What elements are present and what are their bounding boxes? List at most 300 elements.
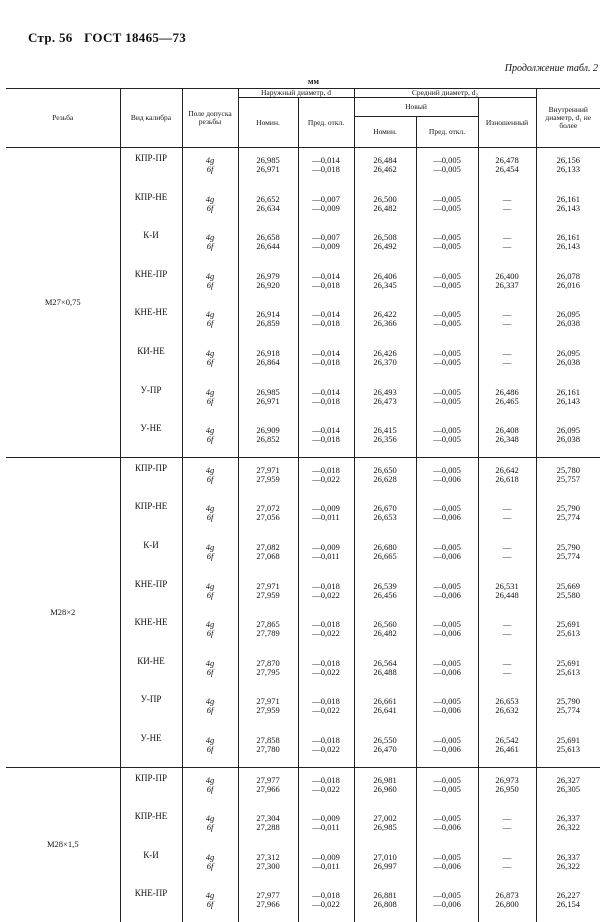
cell-value: 26,634 xyxy=(256,202,280,213)
cell-value: 27,870 xyxy=(256,657,280,668)
cell-value: 26,881 xyxy=(373,890,397,901)
cell-value: 26,305 xyxy=(556,783,580,794)
pitch-deviation-cell xyxy=(416,187,478,226)
inner-diameter-cell xyxy=(536,148,600,187)
cell-value: 25,613 xyxy=(556,628,580,639)
gauge-type-label: КНЕ-ПР xyxy=(134,268,168,279)
cell-value: 26,618 xyxy=(495,473,519,484)
tolerance-cell xyxy=(182,264,238,303)
outer-deviation-cell xyxy=(298,187,354,226)
pitch-nominal-cell xyxy=(354,767,416,806)
outer-nominal-cell xyxy=(238,574,298,613)
cell-value: 26,465 xyxy=(495,395,519,406)
gauge-type-cell xyxy=(120,883,182,922)
cell-value: 25,613 xyxy=(556,743,580,754)
outer-nominal-cell xyxy=(238,767,298,806)
gauge-type-cell xyxy=(120,496,182,535)
header-pitch-deviation: Пред. откл. xyxy=(416,117,478,148)
gauge-type-cell xyxy=(120,651,182,690)
cell-value: — xyxy=(502,347,512,358)
cell-value: 27,959 xyxy=(256,705,280,716)
cell-value: 25,774 xyxy=(556,705,580,716)
cell-value: — xyxy=(502,503,512,514)
cell-value: 27,977 xyxy=(256,890,280,901)
cell-value: 26,488 xyxy=(373,666,397,677)
tolerance-cell xyxy=(182,225,238,264)
cell-value: 6f xyxy=(206,279,214,290)
outer-nominal-cell xyxy=(238,728,298,767)
inner-diameter-cell xyxy=(536,689,600,728)
cell-value: 6f xyxy=(206,860,214,871)
cell-value: —0,007 xyxy=(312,193,340,204)
cell-value: 26,356 xyxy=(373,434,397,445)
pitch-deviation-cell xyxy=(416,574,478,613)
cell-value: —0,009 xyxy=(312,202,340,213)
cell-value: 6f xyxy=(206,743,214,754)
cell-value: 6f xyxy=(206,550,214,561)
tolerance-cell xyxy=(182,418,238,457)
gauge-type-label: КПР-НЕ xyxy=(134,811,168,822)
cell-value: 27,865 xyxy=(256,619,280,630)
cell-value: 26,670 xyxy=(373,503,397,514)
cell-value: 6f xyxy=(206,164,214,174)
cell-value: 6f xyxy=(206,666,214,677)
cell-value: 26,161 xyxy=(556,193,580,204)
gauge-type-label: КИ-НЕ xyxy=(137,345,165,356)
pitch-nominal-cell xyxy=(354,806,416,845)
gauge-type-cell xyxy=(120,767,182,806)
standard-code: ГОСТ 18465—73 xyxy=(84,30,187,45)
tolerance-cell xyxy=(182,689,238,728)
cell-value: —0,005 xyxy=(433,464,461,475)
cell-value: 26,143 xyxy=(556,202,580,213)
cell-value: 26,859 xyxy=(256,318,280,329)
cell-value: 26,484 xyxy=(373,155,397,165)
tolerance-cell xyxy=(182,806,238,845)
pitch-worn-cell xyxy=(478,341,536,380)
cell-value: —0,005 xyxy=(433,774,461,785)
pitch-worn-cell xyxy=(478,689,536,728)
outer-deviation-cell xyxy=(298,225,354,264)
pitch-deviation-cell xyxy=(416,845,478,884)
cell-value: —0,005 xyxy=(433,890,461,901)
pitch-nominal-cell xyxy=(354,264,416,303)
cell-value: 6f xyxy=(206,628,214,639)
cell-value: 26,632 xyxy=(495,705,519,716)
cell-value: 4g xyxy=(205,851,215,862)
gauge-type-label: У-ПР xyxy=(140,384,162,395)
cell-value: 26,133 xyxy=(556,164,580,174)
cell-value: — xyxy=(502,232,512,243)
inner-diameter-cell xyxy=(536,418,600,457)
gauge-dimensions-table xyxy=(6,88,600,922)
cell-value: 26,981 xyxy=(373,774,397,785)
cell-value: —0,018 xyxy=(312,164,340,174)
pitch-deviation-cell xyxy=(416,225,478,264)
cell-value: 26,348 xyxy=(495,434,519,445)
pitch-deviation-cell xyxy=(416,302,478,341)
cell-value: 4g xyxy=(205,774,215,785)
cell-value: 26,038 xyxy=(556,356,580,367)
cell-value: 6f xyxy=(206,434,214,445)
cell-value: — xyxy=(502,628,512,639)
gauge-type-label: У-НЕ xyxy=(140,423,162,434)
cell-value: —0,006 xyxy=(433,822,461,833)
cell-value: 27,971 xyxy=(256,464,280,475)
cell-value: 26,366 xyxy=(373,318,397,329)
gauge-type-label: КНЕ-ПР xyxy=(134,888,168,899)
cell-value: —0,006 xyxy=(433,550,461,561)
cell-value: 26,161 xyxy=(556,232,580,243)
cell-value: 27,977 xyxy=(256,774,280,785)
inner-diameter-cell xyxy=(536,225,600,264)
cell-value: —0,014 xyxy=(312,309,340,320)
inner-diameter-cell xyxy=(536,767,600,806)
cell-value: —0,005 xyxy=(433,270,461,281)
gauge-type-cell xyxy=(120,380,182,419)
cell-value: —0,022 xyxy=(312,628,340,639)
header-pitch-diameter: Средний диаметр, d₂ xyxy=(354,89,536,98)
cell-value: —0,018 xyxy=(312,434,340,445)
cell-value: 27,971 xyxy=(256,696,280,707)
cell-value: 26,960 xyxy=(373,783,397,794)
cell-value: 25,790 xyxy=(556,696,580,707)
cell-value: 6f xyxy=(206,783,214,794)
outer-nominal-cell xyxy=(238,418,298,457)
cell-value: — xyxy=(502,550,512,561)
cell-value: 6f xyxy=(206,899,214,910)
cell-value: —0,011 xyxy=(312,550,340,561)
tolerance-cell xyxy=(182,612,238,651)
cell-value: 26,852 xyxy=(256,434,280,445)
cell-value: —0,007 xyxy=(312,232,340,243)
cell-value: — xyxy=(502,619,512,630)
cell-value: 27,068 xyxy=(256,550,280,561)
cell-value: —0,018 xyxy=(312,580,340,591)
cell-value: 27,959 xyxy=(256,589,280,600)
cell-value: —0,018 xyxy=(312,734,340,745)
inner-diameter-cell xyxy=(536,380,600,419)
cell-value: —0,009 xyxy=(312,241,340,252)
cell-value: 26,665 xyxy=(373,550,397,561)
gauge-type-label: К-И xyxy=(143,539,159,550)
pitch-nominal-cell xyxy=(354,457,416,496)
cell-value: 26,909 xyxy=(256,425,280,436)
cell-value: —0,011 xyxy=(312,512,340,523)
header-inner-diameter: Внутренний диаметр, d₁ не более xyxy=(536,89,600,148)
thread-size-cell: M28×2 xyxy=(6,457,120,767)
pitch-nominal-cell xyxy=(354,380,416,419)
cell-value: 26,985 xyxy=(373,822,397,833)
cell-value: 26,327 xyxy=(556,774,580,785)
pitch-worn-cell xyxy=(478,302,536,341)
pitch-worn-cell xyxy=(478,806,536,845)
outer-nominal-cell xyxy=(238,148,298,187)
cell-value: 27,072 xyxy=(256,503,280,514)
inner-diameter-cell xyxy=(536,612,600,651)
cell-value: 26,461 xyxy=(495,743,519,754)
outer-nominal-cell xyxy=(238,264,298,303)
cell-value: —0,022 xyxy=(312,473,340,484)
outer-deviation-cell xyxy=(298,767,354,806)
cell-value: —0,005 xyxy=(433,309,461,320)
cell-value: —0,006 xyxy=(433,628,461,639)
cell-value: — xyxy=(502,356,512,367)
cell-value: 26,454 xyxy=(495,164,519,174)
header-gauge: Вид калибра xyxy=(120,89,182,148)
cell-value: 26,539 xyxy=(373,580,397,591)
cell-value: —0,005 xyxy=(433,386,461,397)
pitch-deviation-cell xyxy=(416,806,478,845)
pitch-nominal-cell xyxy=(354,302,416,341)
cell-value: 26,143 xyxy=(556,395,580,406)
cell-value: 26,400 xyxy=(495,270,519,281)
header-pitch-worn: Изношенный xyxy=(478,98,536,148)
table-row xyxy=(6,148,600,187)
pitch-deviation-cell xyxy=(416,651,478,690)
cell-value: —0,022 xyxy=(312,589,340,600)
cell-value: 26,482 xyxy=(373,202,397,213)
cell-value: 26,415 xyxy=(373,425,397,436)
cell-value: — xyxy=(502,541,512,552)
pitch-nominal-cell xyxy=(354,689,416,728)
cell-value: 27,312 xyxy=(256,851,280,862)
cell-value: 26,406 xyxy=(373,270,397,281)
cell-value: 6f xyxy=(206,589,214,600)
cell-value: 4g xyxy=(205,734,215,745)
gauge-type-cell xyxy=(120,341,182,380)
cell-value: —0,022 xyxy=(312,743,340,754)
cell-value: 25,580 xyxy=(556,589,580,600)
pitch-deviation-cell xyxy=(416,496,478,535)
unit-label: мм xyxy=(308,77,319,86)
cell-value: — xyxy=(502,512,512,523)
header-pitch-new: Новый xyxy=(354,98,478,117)
cell-value: 26,800 xyxy=(495,899,519,910)
outer-nominal-cell xyxy=(238,187,298,226)
gauge-type-cell xyxy=(120,187,182,226)
outer-nominal-cell xyxy=(238,457,298,496)
cell-value: 4g xyxy=(205,464,215,475)
outer-deviation-cell xyxy=(298,651,354,690)
cell-value: — xyxy=(502,822,512,833)
cell-value: 26,337 xyxy=(556,851,580,862)
cell-value: —0,005 xyxy=(433,783,461,794)
gauge-type-label: КПР-ПР xyxy=(134,153,167,163)
tolerance-cell xyxy=(182,302,238,341)
gauge-type-cell xyxy=(120,148,182,187)
pitch-nominal-cell xyxy=(354,187,416,226)
cell-value: —0,018 xyxy=(312,395,340,406)
inner-diameter-cell xyxy=(536,457,600,496)
cell-value: 27,300 xyxy=(256,860,280,871)
cell-value: —0,006 xyxy=(433,743,461,754)
cell-value: 26,971 xyxy=(256,164,280,174)
pitch-nominal-cell xyxy=(354,418,416,457)
pitch-nominal-cell xyxy=(354,535,416,574)
pitch-deviation-cell xyxy=(416,264,478,303)
cell-value: —0,014 xyxy=(312,386,340,397)
cell-value: 6f xyxy=(206,705,214,716)
cell-value: 26,920 xyxy=(256,279,280,290)
gauge-type-cell xyxy=(120,264,182,303)
pitch-worn-cell xyxy=(478,883,536,922)
page-number: Стр. 56 xyxy=(28,30,73,45)
header-outer-nominal: Номин. xyxy=(238,98,298,148)
cell-value: —0,005 xyxy=(433,318,461,329)
gauge-type-label: КПР-НЕ xyxy=(134,191,168,202)
cell-value: 25,669 xyxy=(556,580,580,591)
gauge-type-cell xyxy=(120,845,182,884)
cell-value: 27,858 xyxy=(256,734,280,745)
cell-value: —0,018 xyxy=(312,356,340,367)
cell-value: — xyxy=(502,193,512,204)
cell-value: 26,873 xyxy=(495,890,519,901)
outer-deviation-cell xyxy=(298,418,354,457)
outer-nominal-cell xyxy=(238,302,298,341)
cell-value: 4g xyxy=(205,155,215,165)
cell-value: —0,005 xyxy=(433,734,461,745)
cell-value: —0,005 xyxy=(433,619,461,630)
gauge-type-cell xyxy=(120,535,182,574)
cell-value: —0,022 xyxy=(312,783,340,794)
cell-value: —0,014 xyxy=(312,425,340,436)
cell-value: 26,971 xyxy=(256,395,280,406)
outer-nominal-cell xyxy=(238,689,298,728)
inner-diameter-cell xyxy=(536,651,600,690)
outer-nominal-cell xyxy=(238,380,298,419)
cell-value: —0,006 xyxy=(433,705,461,716)
cell-value: 4g xyxy=(205,503,215,514)
gauge-type-label: КПР-ПР xyxy=(134,772,167,783)
cell-value: —0,009 xyxy=(312,813,340,824)
cell-value: 26,658 xyxy=(256,232,280,243)
cell-value: 26,808 xyxy=(373,899,397,910)
cell-value: —0,005 xyxy=(433,347,461,358)
pitch-worn-cell xyxy=(478,574,536,613)
outer-deviation-cell xyxy=(298,264,354,303)
gauge-type-label: КНЕ-НЕ xyxy=(134,307,168,318)
cell-value: 4g xyxy=(205,890,215,901)
gauge-type-cell xyxy=(120,574,182,613)
header-thread: Резьба xyxy=(6,89,120,148)
cell-value: 4g xyxy=(205,580,215,591)
cell-value: —0,009 xyxy=(312,541,340,552)
inner-diameter-cell xyxy=(536,496,600,535)
inner-diameter-cell xyxy=(536,845,600,884)
cell-value: 26,482 xyxy=(373,628,397,639)
table-row xyxy=(6,767,600,806)
cell-value: 27,082 xyxy=(256,541,280,552)
cell-value: —0,018 xyxy=(312,318,340,329)
gauge-type-cell xyxy=(120,728,182,767)
cell-value: 26,492 xyxy=(373,241,397,252)
inner-diameter-cell xyxy=(536,535,600,574)
outer-nominal-cell xyxy=(238,496,298,535)
outer-nominal-cell xyxy=(238,341,298,380)
outer-deviation-cell xyxy=(298,728,354,767)
cell-value: — xyxy=(502,309,512,320)
thread-size-cell: M27×0,75 xyxy=(6,148,120,458)
pitch-worn-cell xyxy=(478,264,536,303)
thread-size-cell: M28×1,5 xyxy=(6,767,120,922)
cell-value: —0,005 xyxy=(433,434,461,445)
cell-value: 26,661 xyxy=(373,696,397,707)
cell-value: —0,022 xyxy=(312,705,340,716)
cell-value: —0,006 xyxy=(433,512,461,523)
cell-value: —0,006 xyxy=(433,899,461,910)
outer-deviation-cell xyxy=(298,148,354,187)
cell-value: 26,078 xyxy=(556,270,580,281)
header-outer-diameter: Наружный диаметр, d xyxy=(238,89,354,98)
cell-value: 26,493 xyxy=(373,386,397,397)
gauge-type-cell xyxy=(120,457,182,496)
cell-value: —0,011 xyxy=(312,822,340,833)
cell-value: 26,653 xyxy=(495,696,519,707)
cell-value: 27,002 xyxy=(373,813,397,824)
cell-value: —0,005 xyxy=(433,425,461,436)
outer-deviation-cell xyxy=(298,689,354,728)
outer-deviation-cell xyxy=(298,457,354,496)
pitch-worn-cell xyxy=(478,225,536,264)
cell-value: —0,009 xyxy=(312,503,340,514)
pitch-nominal-cell xyxy=(354,496,416,535)
pitch-deviation-cell xyxy=(416,418,478,457)
cell-value: —0,005 xyxy=(433,279,461,290)
cell-value: 26,470 xyxy=(373,743,397,754)
gauge-type-cell xyxy=(120,689,182,728)
outer-nominal-cell xyxy=(238,845,298,884)
cell-value: 26,564 xyxy=(373,657,397,668)
header-outer-deviation: Пред. откл. xyxy=(298,98,354,148)
cell-value: —0,005 xyxy=(433,232,461,243)
cell-value: —0,018 xyxy=(312,619,340,630)
cell-value: —0,006 xyxy=(433,473,461,484)
cell-value: 26,973 xyxy=(495,774,519,785)
pitch-nominal-cell xyxy=(354,341,416,380)
outer-nominal-cell xyxy=(238,535,298,574)
outer-nominal-cell xyxy=(238,651,298,690)
pitch-deviation-cell xyxy=(416,380,478,419)
tolerance-cell xyxy=(182,341,238,380)
cell-value: —0,005 xyxy=(433,541,461,552)
gauge-type-label: К-И xyxy=(143,849,159,860)
tolerance-cell xyxy=(182,845,238,884)
cell-value: 4g xyxy=(205,193,215,204)
cell-value: 6f xyxy=(206,318,214,329)
cell-value: 25,790 xyxy=(556,541,580,552)
cell-value: —0,005 xyxy=(433,164,461,174)
pitch-deviation-cell xyxy=(416,883,478,922)
gauge-type-label: КИ-НЕ xyxy=(137,655,165,666)
cell-value: —0,009 xyxy=(312,851,340,862)
tolerance-cell xyxy=(182,187,238,226)
cell-value: — xyxy=(502,318,512,329)
pitch-nominal-cell xyxy=(354,574,416,613)
cell-value: 26,508 xyxy=(373,232,397,243)
cell-value: 27,966 xyxy=(256,899,280,910)
tolerance-cell xyxy=(182,535,238,574)
gauge-type-label: КПР-ПР xyxy=(134,462,167,473)
cell-value: 26,038 xyxy=(556,318,580,329)
outer-deviation-cell xyxy=(298,496,354,535)
cell-value: 26,531 xyxy=(495,580,519,591)
tolerance-cell xyxy=(182,574,238,613)
cell-value: 25,780 xyxy=(556,464,580,475)
cell-value: 26,650 xyxy=(373,464,397,475)
outer-deviation-cell xyxy=(298,341,354,380)
pitch-worn-cell xyxy=(478,612,536,651)
